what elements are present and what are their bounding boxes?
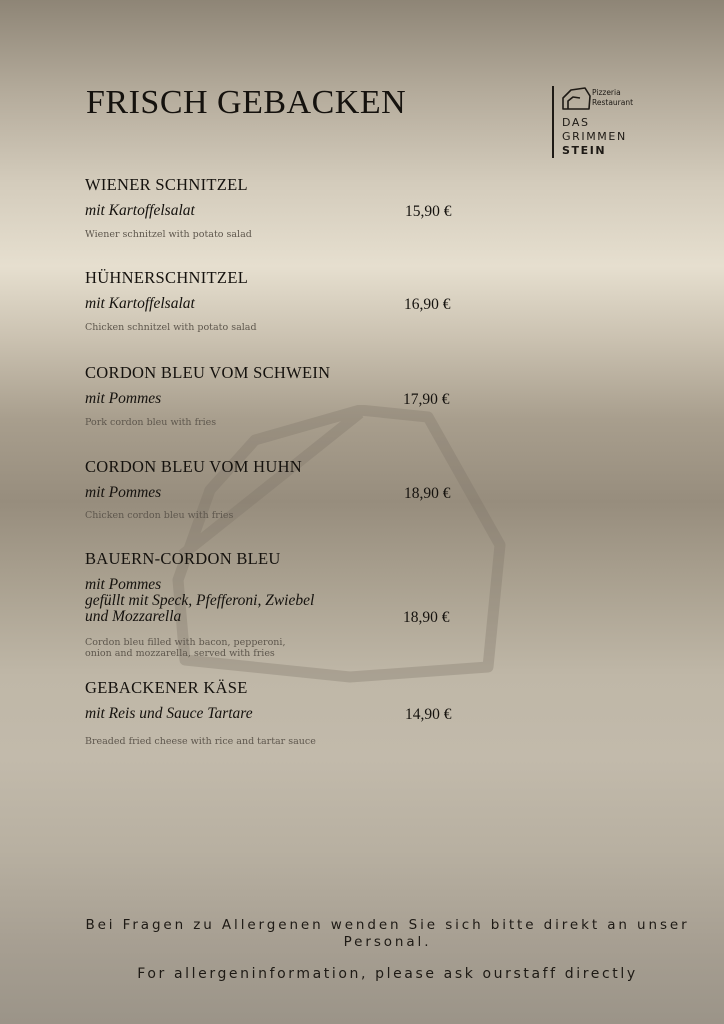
logo-line-grimmen: GRIMMEN bbox=[562, 130, 627, 143]
item-description: Breaded fried cheese with rice and tartar sauce bbox=[85, 736, 316, 747]
item-subtitle: mit Pommes bbox=[85, 390, 162, 407]
allergen-note-de-line2: Personal. bbox=[343, 934, 432, 950]
logo-line-restaurant: Restaurant bbox=[592, 98, 634, 107]
item-subtitle: und Mozzarella bbox=[85, 608, 182, 625]
house-outline-icon bbox=[560, 86, 592, 112]
item-description: onion and mozzarella, served with fries bbox=[85, 648, 275, 659]
item-subtitle: mit Kartoffelsalat bbox=[85, 295, 195, 312]
logo-line-stein: STEIN bbox=[562, 144, 607, 157]
item-name: CORDON BLEU VOM HUHN bbox=[85, 457, 302, 476]
restaurant-logo bbox=[552, 86, 662, 158]
menu-item bbox=[85, 363, 485, 428]
menu-item bbox=[85, 678, 485, 747]
item-price: 16,90 € bbox=[404, 296, 451, 313]
menu-item bbox=[85, 268, 485, 333]
item-subtitle: mit Reis und Sauce Tartare bbox=[85, 705, 253, 722]
menu-item bbox=[85, 175, 485, 240]
logo-line-pizzeria: Pizzeria bbox=[592, 88, 621, 97]
menu-item bbox=[85, 457, 485, 521]
item-subtitle: mit Pommes bbox=[85, 576, 162, 593]
logo-divider bbox=[552, 86, 554, 158]
item-price: 18,90 € bbox=[403, 609, 450, 626]
item-subtitle: mit Kartoffelsalat bbox=[85, 202, 195, 219]
allergen-note-de-line1: Bei Fragen zu Allergenen wenden Sie sich bitte direkt an unser bbox=[85, 917, 690, 933]
item-name: CORDON BLEU VOM SCHWEIN bbox=[85, 363, 331, 382]
item-price: 17,90 € bbox=[403, 391, 450, 408]
item-name: GEBACKENER KÄSE bbox=[85, 678, 248, 697]
allergen-note-en: For allergeninformation, please ask ourstaff directly bbox=[137, 966, 638, 982]
item-price: 14,90 € bbox=[405, 706, 452, 723]
item-description: Chicken cordon bleu with fries bbox=[85, 510, 234, 521]
allergen-note-de bbox=[80, 917, 695, 951]
item-description: Pork cordon bleu with fries bbox=[85, 417, 217, 428]
item-description: Cordon bleu filled with bacon, pepperoni, bbox=[85, 637, 286, 648]
item-price: 18,90 € bbox=[404, 485, 451, 502]
item-name: BAUERN-CORDON BLEU bbox=[85, 549, 281, 568]
item-name: HÜHNERSCHNITZEL bbox=[85, 268, 249, 287]
logo-line-das: DAS bbox=[562, 116, 590, 129]
item-subtitle: mit Pommes bbox=[85, 484, 162, 501]
item-description: Wiener schnitzel with potato salad bbox=[85, 229, 252, 240]
item-name: WIENER SCHNITZEL bbox=[85, 175, 248, 194]
item-subtitle: gefüllt mit Speck, Pfefferoni, Zwiebel bbox=[85, 592, 315, 609]
page-title: FRISCH GEBACKEN bbox=[86, 84, 407, 121]
item-price: 15,90 € bbox=[405, 203, 452, 220]
menu-item bbox=[85, 549, 485, 659]
item-description: Chicken schnitzel with potato salad bbox=[85, 322, 257, 333]
